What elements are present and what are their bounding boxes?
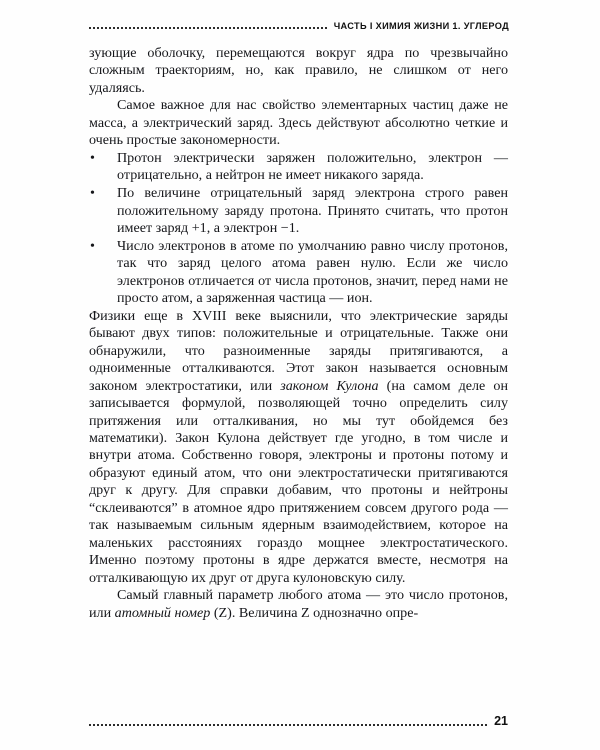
folio <box>89 712 508 728</box>
list-item-text: По величине отрицательный заряд электрона строго равен положительному заряду протона. Принято считать, что протон имеет заряд +1, а электрон −1. <box>117 185 508 237</box>
list-item-text: Число электронов в атоме по умолчанию равно числу протонов, так что заряд целого атома равен нулю. Если же число электронов отличается от числа протонов, значит, перед нами не просто атом, а заряженная частица — ион. <box>117 237 508 307</box>
paragraph-coulomb-law-text-b: (на самом деле он записывается формулой, позволяющей точно определить силу притяжения или отталкивания, но мы тут обойдемся без математики). Закон Кулона действует где угодно, в том числе и внутри атома. Собственно говоря, электроны и протоны потому и образуют единый атом, что они электростатически притягиваются друг к другу. Для справки добавим, что протоны и нейтроны “склеиваются” в атомное ядро притяжением совсем другого рода — так называемым сильным ядерным взаимодействием, которое на маленьких расстояниях гораздо мощнее электростатического. Именно поэтому протоны в ядре держатся вместе, несмотря на отталкивающую их друг от друга кулоновскую силу. <box>89 377 508 586</box>
list-item <box>89 185 508 237</box>
paragraph-atomic-number-text-b: (Z). Величина Z однозначно опре- <box>210 604 419 621</box>
page-number: 21 <box>494 714 508 728</box>
folio-dot-leader-icon <box>89 717 488 728</box>
paragraph-atomic-number <box>89 587 508 622</box>
term-atomic-number: атомный номер <box>114 604 211 621</box>
term-coulomb-law: законом Кулона <box>280 377 379 394</box>
paragraph-coulomb-law <box>89 308 508 587</box>
bullet-list <box>89 150 508 308</box>
bullet-icon: • <box>90 149 95 166</box>
bullet-icon: • <box>90 237 95 254</box>
paragraph-charge-intro: Самое важное для нас свойство элементарных частиц даже не масса, а электрический заряд. Здесь действуют абсолютно четкие и очень простые закономерности. <box>89 97 508 149</box>
list-item <box>89 150 508 185</box>
paragraph-atomic-number-text-a: Самый главный параметр любого атома — это число протонов, или <box>89 587 508 621</box>
list-item-text: Протон электрически заряжен положительно, электрон — отрицательно, а нейтрон не имеет никакого заряда. <box>117 149 508 184</box>
paragraph-continuation: зующие оболочку, перемещаются вокруг ядра по чрезвычайно сложным траекториям, но, как правило, не слишком от него удаляясь. <box>89 45 508 96</box>
bullet-icon: • <box>90 185 95 202</box>
running-head-dot-leader-icon <box>89 21 329 32</box>
text-block <box>89 45 508 622</box>
running-head <box>89 18 509 34</box>
list-item <box>89 238 508 308</box>
paragraph-coulomb-law-text-a: Физики еще в XVIII веке выяснили, что электрические заряды бывают двух типов: положительные и отрицательные. Также они обнаружили, что разноименные заряды притягиваются, а одноименные отталкиваются. Этот закон называется основным законом электростатики, или <box>89 307 508 394</box>
running-head-title: ЧАСТЬ I ХИМИЯ ЖИЗНИ 1. УГЛЕРОД <box>333 21 509 31</box>
